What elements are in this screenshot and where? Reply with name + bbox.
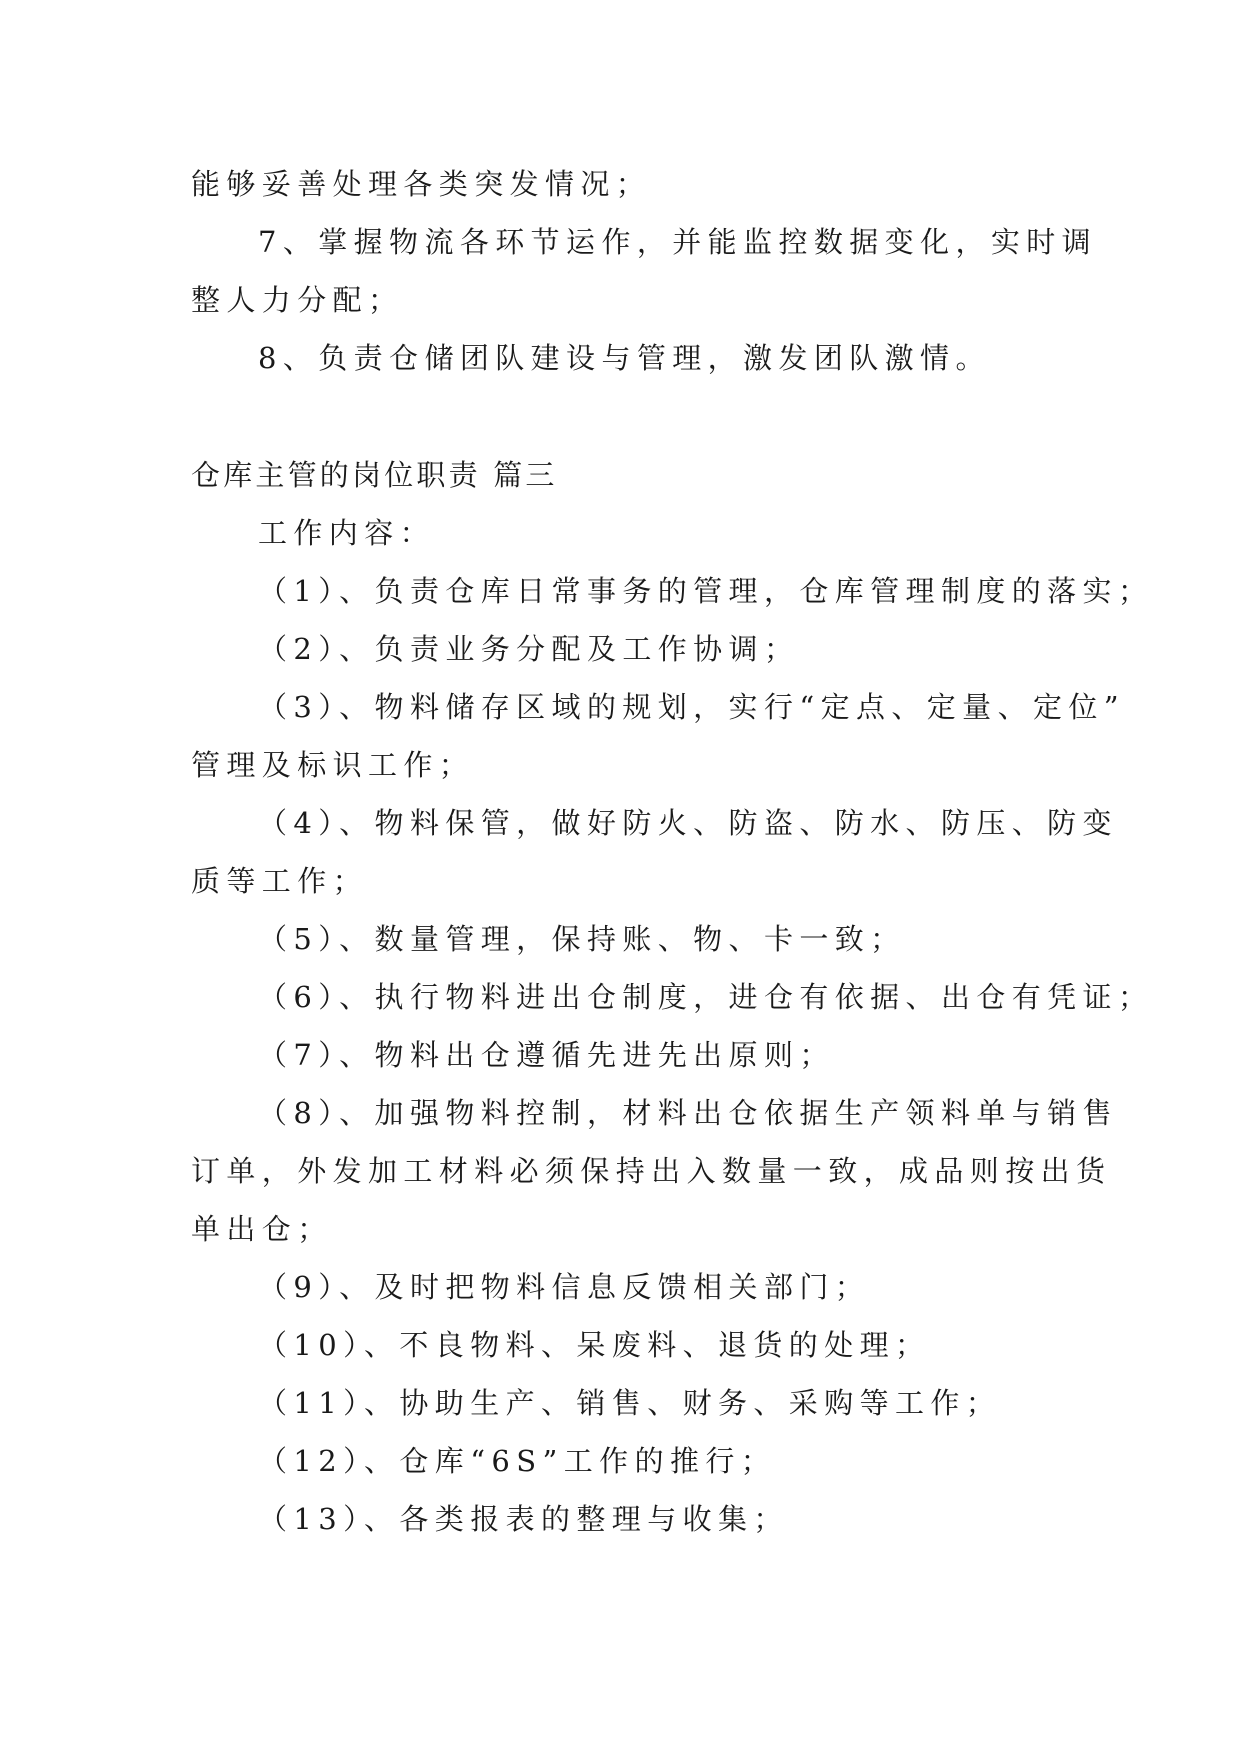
text-line: 8、负责仓储团队建设与管理，激发团队激情。 xyxy=(258,341,991,375)
text-line: （8）、加强物料控制，材料出仓依据生产领料单与销售 xyxy=(258,1096,1118,1130)
text-line: （3）、物料储存区域的规划，实行“定点、定量、定位” xyxy=(258,690,1126,724)
text-line: 整人力分配； xyxy=(191,283,404,317)
section-heading: 仓库主管的岗位职责 篇三 xyxy=(191,458,558,492)
text-line: 7、掌握物流各环节运作，并能监控数据变化，实时调 xyxy=(258,225,1098,259)
text-line: 工作内容： xyxy=(258,516,436,550)
text-line: （7）、物料出仓遵循先进先出原则； xyxy=(258,1038,835,1072)
text-line: 订单，外发加工材料必须保持出入数量一致，成品则按出货 xyxy=(191,1154,1112,1188)
text-line: （13）、各类报表的整理与收集； xyxy=(258,1502,789,1536)
text-line: （10）、不良物料、呆废料、退货的处理； xyxy=(258,1328,931,1362)
text-line: （12）、仓库“6S”工作的推行； xyxy=(258,1444,777,1478)
text-line: 管理及标识工作； xyxy=(191,748,475,782)
text-line: （2）、负责业务分配及工作协调； xyxy=(258,632,800,666)
text-line: 质等工作； xyxy=(191,864,369,898)
text-line: 单出仓； xyxy=(191,1212,333,1246)
text-line: （4）、物料保管，做好防火、防盗、防水、防压、防变 xyxy=(258,806,1118,840)
text-line: （5）、数量管理，保持账、物、卡一致； xyxy=(258,922,906,956)
text-line: （1）、负责仓库日常事务的管理，仓库管理制度的落实； xyxy=(258,574,1154,608)
text-line: （9）、及时把物料信息反馈相关部门； xyxy=(258,1270,871,1304)
text-line: （11）、协助生产、销售、财务、采购等工作； xyxy=(258,1386,1002,1420)
text-line: 能够妥善处理各类突发情况； xyxy=(191,167,652,201)
text-line: （6）、执行物料进出仓制度，进仓有依据、出仓有凭证； xyxy=(258,980,1154,1014)
